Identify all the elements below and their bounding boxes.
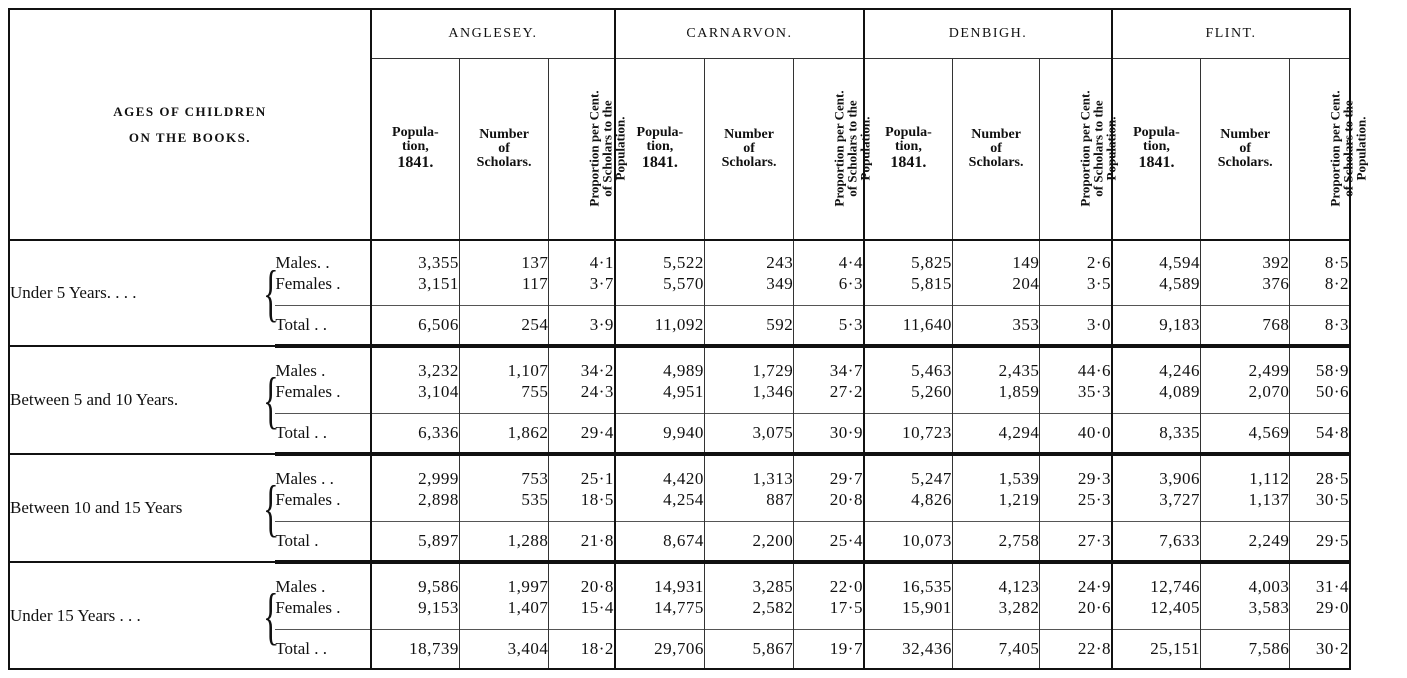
scholars-label-line: Number (1220, 127, 1271, 142)
scholars-label-line: Scholars. (476, 155, 532, 170)
cell-value: 9,153 (418, 597, 459, 617)
total-value: 5,897 (371, 522, 459, 563)
value-cell (549, 454, 615, 521)
proportion-label (1329, 90, 1368, 206)
total-value: 7,586 (1200, 630, 1289, 670)
cell-value: 4,003 (1248, 576, 1290, 596)
population-label-line1: Popula- (636, 125, 684, 140)
total-value: 10,723 (864, 414, 952, 455)
row-label: Males . . (275, 468, 334, 488)
statistics-table (8, 8, 1369, 670)
value-cell (1200, 562, 1289, 629)
cell-value: 8·5 (1324, 253, 1349, 273)
total-value: 2,758 (952, 522, 1039, 563)
cell-value: 3,282 (998, 597, 1040, 617)
total-value: 768 (1200, 306, 1289, 347)
total-value: 3·9 (549, 306, 615, 347)
cell-value: 5,260 (911, 381, 952, 401)
cell-value: 3,285 (752, 576, 794, 596)
value-cell (1112, 240, 1200, 306)
cell-value: 29·7 (829, 468, 863, 488)
value-cell (1290, 240, 1350, 306)
cell-value: 2,898 (418, 489, 459, 509)
value-cell (371, 454, 459, 521)
value-cell (704, 454, 793, 521)
cell-value: 30·5 (1315, 489, 1349, 509)
value-cell (459, 562, 548, 629)
value-cell (371, 346, 459, 413)
cell-value: 755 (521, 381, 549, 401)
cell-value: 5,570 (663, 274, 704, 294)
value-cell (549, 240, 615, 306)
proportion-header (794, 59, 873, 241)
proportion-label-line: Population. (1353, 116, 1369, 180)
cell-value: 25·3 (1077, 489, 1111, 509)
proportion-header (1040, 59, 1119, 241)
age-group-label: Between 5 and 10 Years. (9, 346, 259, 454)
cell-value: 4,420 (663, 468, 704, 488)
cell-value: 24·9 (1077, 576, 1111, 596)
age-group-label: Between 10 and 15 Years (9, 454, 259, 562)
value-cell (1290, 346, 1350, 413)
value-cell (1040, 346, 1112, 413)
population-header (864, 59, 952, 241)
total-value: 10,073 (864, 522, 952, 563)
cell-value: 4·1 (589, 253, 614, 273)
total-value: 27·3 (1040, 522, 1112, 563)
row-label: Females . (275, 274, 341, 294)
row-label: Total . . (275, 306, 371, 347)
cell-value: 17·5 (829, 597, 863, 617)
total-value: 25,151 (1112, 630, 1200, 670)
cell-value: 535 (521, 489, 549, 509)
cell-value: 5,522 (663, 253, 704, 273)
stub-header-line2: ON THE BOOKS. (128, 129, 252, 145)
row-label: Total . . (275, 414, 371, 455)
cell-value: 31·4 (1315, 576, 1349, 596)
value-cell (794, 240, 864, 306)
value-cell (615, 562, 704, 629)
table-row (9, 454, 1350, 521)
value-cell (864, 346, 952, 413)
total-value: 22·8 (1040, 630, 1112, 670)
scholars-label-line: Number (479, 127, 529, 142)
value-cell (952, 454, 1039, 521)
cell-value: 2,582 (752, 597, 794, 617)
cell-value: 34·7 (829, 360, 863, 380)
cell-value: 5,825 (911, 253, 952, 273)
cell-value: 1,137 (1248, 489, 1290, 509)
cell-value: 3,151 (418, 274, 459, 294)
scholars-label-line: Scholars. (968, 155, 1024, 170)
total-value: 9,940 (615, 414, 704, 455)
proportion-label (1079, 90, 1118, 206)
total-value: 8·3 (1290, 306, 1350, 347)
value-cell (1200, 454, 1289, 521)
scholars-label-line: Scholars. (721, 155, 777, 170)
cell-value: 24·3 (580, 381, 614, 401)
cell-value: 149 (1012, 253, 1040, 273)
proportion-label-line: Proportion per Cent. (831, 89, 847, 207)
total-value: 19·7 (794, 630, 864, 670)
cell-value: 5,463 (911, 360, 952, 380)
cell-value: 4,246 (1159, 360, 1200, 380)
table-row (9, 562, 1350, 629)
population-label-line2: tion, (646, 139, 674, 154)
cell-value: 4,254 (663, 489, 704, 509)
county-header: DENBIGH. (864, 9, 1112, 59)
value-cell (1040, 454, 1112, 521)
cell-value: 16,535 (902, 576, 952, 596)
cell-value: 3,727 (1159, 489, 1200, 509)
cell-value: 12,405 (1150, 597, 1200, 617)
value-cell (952, 240, 1039, 306)
cell-value: 6·3 (838, 274, 863, 294)
value-cell (459, 346, 548, 413)
value-cell (704, 562, 793, 629)
total-value: 29·4 (549, 414, 615, 455)
proportion-label-line: of Scholars to the (599, 99, 615, 197)
total-value: 1,862 (459, 414, 548, 455)
value-cell (1040, 562, 1112, 629)
total-value: 18,739 (371, 630, 459, 670)
value-cell (371, 240, 459, 306)
cell-value: 2,999 (418, 468, 459, 488)
table-row (9, 346, 1350, 413)
cell-value: 1,112 (1249, 468, 1290, 488)
population-header (1112, 59, 1200, 241)
cell-value: 2,070 (1248, 381, 1290, 401)
county-header: CARNARVON. (615, 9, 864, 59)
total-value: 3,404 (459, 630, 548, 670)
cell-value: 753 (521, 468, 549, 488)
total-value: 29,706 (615, 630, 704, 670)
value-cell (615, 240, 704, 306)
cell-value: 117 (521, 274, 549, 294)
cell-value: 20·8 (829, 489, 863, 509)
scholars-label-line: Scholars. (1217, 155, 1273, 170)
sex-labels (275, 454, 371, 521)
population-label-line2: tion, (401, 139, 429, 154)
total-value: 2,249 (1200, 522, 1289, 563)
county-header: ANGLESEY. (371, 9, 615, 59)
population-label-line2: tion, (895, 139, 922, 154)
row-label: Total . (275, 522, 371, 563)
total-value: 18·2 (549, 630, 615, 670)
total-value: 4,294 (952, 414, 1039, 455)
value-cell (864, 562, 952, 629)
total-value: 8,335 (1112, 414, 1200, 455)
value-cell (704, 346, 793, 413)
cell-value: 1,219 (998, 489, 1040, 509)
cell-value: 1,859 (998, 381, 1040, 401)
total-value: 7,405 (952, 630, 1039, 670)
cell-value: 14,775 (654, 597, 704, 617)
value-cell (864, 454, 952, 521)
cell-value: 12,746 (1150, 576, 1200, 596)
cell-value: 35·3 (1077, 381, 1111, 401)
cell-value: 14,931 (654, 576, 704, 596)
population-header (371, 59, 459, 241)
proportion-label (588, 90, 627, 206)
population-label-line1: Popula- (885, 125, 932, 140)
total-value: 25·4 (794, 522, 864, 563)
total-value: 54·8 (1290, 414, 1350, 455)
row-label: Males . (275, 360, 326, 380)
cell-value: 392 (1262, 253, 1290, 273)
total-value: 5·3 (794, 306, 864, 347)
value-cell (549, 346, 615, 413)
cell-value: 4·4 (838, 253, 863, 273)
cell-value: 15,901 (902, 597, 952, 617)
cell-value: 4,989 (663, 360, 704, 380)
brace-icon: { (263, 346, 271, 454)
population-header (612, 59, 704, 241)
value-cell (371, 562, 459, 629)
row-label: Males . (275, 576, 326, 596)
value-cell (794, 454, 864, 521)
population-label-line1: Popula- (392, 125, 439, 140)
row-label: Females . (275, 489, 341, 509)
cell-value: 5,247 (911, 468, 952, 488)
cell-value: 9,586 (418, 576, 459, 596)
total-value: 40·0 (1040, 414, 1112, 455)
total-value: 11,640 (864, 306, 952, 347)
value-cell (704, 240, 793, 306)
cell-value: 887 (766, 489, 794, 509)
value-cell (952, 346, 1039, 413)
population-label-line2: tion, (1143, 139, 1170, 154)
cell-value: 3,355 (418, 253, 459, 273)
cell-value: 2·6 (1086, 253, 1111, 273)
cell-value: 4,951 (663, 381, 704, 401)
cell-value: 1,107 (507, 360, 549, 380)
population-label-line1: Popula- (1133, 125, 1180, 140)
total-value: 6,336 (371, 414, 459, 455)
value-cell (549, 562, 615, 629)
cell-value: 34·2 (580, 360, 614, 380)
cell-value: 29·0 (1315, 597, 1349, 617)
row-label: Total . . (275, 630, 371, 670)
total-value: 30·2 (1290, 630, 1350, 670)
proportion-label-line: Proportion per Cent. (1327, 89, 1343, 207)
proportion-label-line: of Scholars to the (1340, 99, 1356, 197)
scholars-label-line: of (990, 141, 1002, 156)
cell-value: 1,313 (752, 468, 794, 488)
cell-value: 1,729 (752, 360, 794, 380)
proportion-label-line: Proportion per Cent. (586, 89, 602, 207)
cell-value: 8·2 (1324, 274, 1349, 294)
scholars-label-line: of (743, 141, 755, 156)
proportion-header (1290, 59, 1369, 241)
value-cell (1040, 240, 1112, 306)
cell-value: 4,123 (998, 576, 1040, 596)
stub-header-line1: AGES OF CHILDREN (113, 103, 267, 119)
row-label: Females . (275, 597, 341, 617)
cell-value: 3,906 (1159, 468, 1200, 488)
cell-value: 29·3 (1077, 468, 1111, 488)
value-cell (864, 240, 952, 306)
proportion-label-line: of Scholars to the (844, 99, 860, 197)
total-value: 6,506 (371, 306, 459, 347)
value-cell (1200, 240, 1289, 306)
proportion-label-line: Population. (857, 116, 873, 180)
proportion-header (549, 59, 628, 241)
cell-value: 137 (521, 253, 549, 273)
scholars-header (459, 59, 548, 241)
cell-value: 349 (766, 274, 794, 294)
scholars-header (952, 59, 1039, 241)
scholars-header (704, 59, 793, 241)
stub-header (9, 9, 371, 240)
cell-value: 243 (766, 253, 794, 273)
cell-value: 204 (1012, 274, 1040, 294)
cell-value: 3·7 (589, 274, 614, 294)
value-cell (459, 240, 548, 306)
proportion-label-line: of Scholars to the (1090, 99, 1106, 197)
cell-value: 3·5 (1086, 274, 1111, 294)
scholars-label-line: Number (724, 127, 774, 142)
total-value: 32,436 (864, 630, 952, 670)
census-year: 1841. (397, 154, 434, 171)
cell-value: 27·2 (829, 381, 863, 401)
census-year: 1841. (1138, 154, 1175, 171)
value-cell (1290, 562, 1350, 629)
cell-value: 3,104 (418, 381, 459, 401)
cell-value: 4,826 (911, 489, 952, 509)
brace-icon: { (263, 240, 271, 346)
value-cell (459, 454, 548, 521)
total-value: 30·9 (794, 414, 864, 455)
cell-value: 20·6 (1077, 597, 1111, 617)
cell-value: 2,499 (1248, 360, 1290, 380)
cell-value: 3,232 (418, 360, 459, 380)
cell-value: 4,594 (1159, 253, 1200, 273)
total-value: 1,288 (459, 522, 548, 563)
value-cell (794, 562, 864, 629)
total-value: 7,633 (1112, 522, 1200, 563)
cell-value: 50·6 (1315, 381, 1349, 401)
brace-icon: { (263, 454, 271, 562)
cell-value: 3,583 (1248, 597, 1290, 617)
cell-value: 5,815 (911, 274, 952, 294)
value-cell (615, 454, 704, 521)
value-cell (1200, 346, 1289, 413)
value-cell (615, 346, 704, 413)
cell-value: 1,346 (752, 381, 794, 401)
sex-labels (275, 562, 371, 629)
total-value: 5,867 (704, 630, 793, 670)
cell-value: 18·5 (580, 489, 614, 509)
total-value: 353 (952, 306, 1039, 347)
scholars-label-line: Number (971, 127, 1021, 142)
cell-value: 376 (1262, 274, 1290, 294)
cell-value: 28·5 (1315, 468, 1349, 488)
scholars-label-line: of (1239, 141, 1251, 156)
total-value: 21·8 (549, 522, 615, 563)
cell-value: 1,407 (507, 597, 549, 617)
proportion-label-line: Population. (1103, 116, 1119, 180)
value-cell (1112, 562, 1200, 629)
value-cell (794, 346, 864, 413)
cell-value: 1,539 (998, 468, 1040, 488)
value-cell (1112, 346, 1200, 413)
total-value: 3·0 (1040, 306, 1112, 347)
cell-value: 4,089 (1159, 381, 1200, 401)
total-value: 254 (459, 306, 548, 347)
scholars-label-line: of (498, 141, 510, 156)
total-value: 4,569 (1200, 414, 1289, 455)
value-cell (1290, 454, 1350, 521)
proportion-label-line: Population. (612, 116, 628, 180)
cell-value: 2,435 (998, 360, 1040, 380)
proportion-label (833, 90, 872, 206)
cell-value: 15·4 (580, 597, 614, 617)
cell-value: 58·9 (1315, 360, 1349, 380)
census-year: 1841. (641, 154, 678, 171)
age-group-label: Under 5 Years. . . . (9, 240, 259, 346)
county-header: FLINT. (1112, 9, 1350, 59)
total-value: 8,674 (615, 522, 704, 563)
value-cell (1112, 454, 1200, 521)
proportion-label-line: Proportion per Cent. (1077, 89, 1093, 207)
row-label: Females . (275, 381, 341, 401)
total-value: 11,092 (615, 306, 704, 347)
cell-value: 22·0 (829, 576, 863, 596)
total-value: 592 (704, 306, 793, 347)
cell-value: 25·1 (580, 468, 614, 488)
total-value: 9,183 (1112, 306, 1200, 347)
total-value: 29·5 (1290, 522, 1350, 563)
census-year: 1841. (890, 154, 927, 171)
sex-labels (275, 240, 371, 306)
cell-value: 44·6 (1077, 360, 1111, 380)
table-row (9, 240, 1350, 306)
total-value: 2,200 (704, 522, 793, 563)
age-group-label: Under 15 Years . . . (9, 562, 259, 669)
cell-value: 1,997 (507, 576, 549, 596)
total-value: 3,075 (704, 414, 793, 455)
cell-value: 20·8 (580, 576, 614, 596)
sex-labels (275, 346, 371, 413)
row-label: Males. . (275, 253, 330, 273)
value-cell (952, 562, 1039, 629)
scholars-header (1200, 59, 1289, 241)
brace-icon: { (263, 562, 271, 669)
cell-value: 4,589 (1159, 274, 1200, 294)
